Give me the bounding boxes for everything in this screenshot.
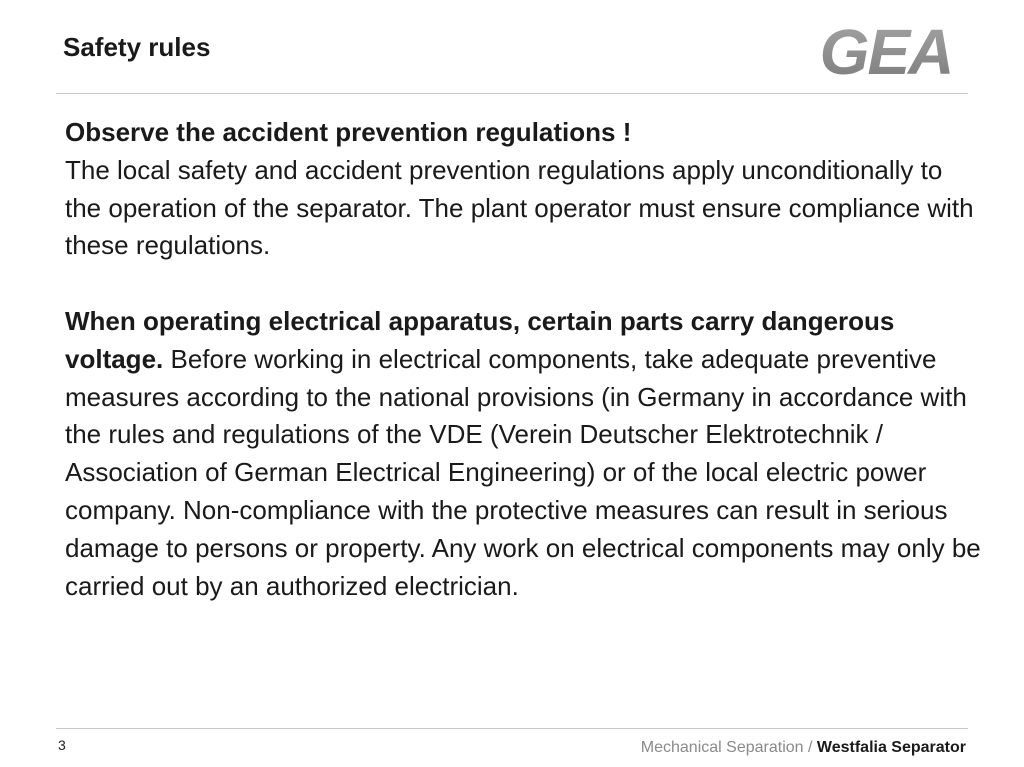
header-divider bbox=[56, 93, 968, 94]
paragraph-2-text: Before working in electrical components, take adequate preventive measures according to the national provisions (in Germany in accordance with the rules and regulations of the VDE (Verein Deutscher Elektrotechnik / Association of German Electrical Engineering) or of the local electric power company. Non-compliance with the protective measures can result in serious damage to persons or property. Any work on electrical components may only be carried out by an authorized electrician. bbox=[65, 343, 981, 601]
page-number: 3 bbox=[58, 737, 66, 753]
paragraph-1 bbox=[65, 114, 985, 265]
footer-divider bbox=[56, 728, 968, 729]
footer-branding bbox=[641, 739, 966, 757]
footer-company: Westfalia Separator bbox=[816, 739, 966, 756]
slide-body bbox=[65, 114, 985, 605]
gea-logo-text: GEA bbox=[819, 22, 953, 80]
footer-separator: / bbox=[808, 739, 813, 756]
gea-logo bbox=[800, 22, 972, 80]
paragraph-2-heading: When operating electrical apparatus, certain parts carry dangerous voltage. bbox=[65, 305, 895, 374]
paragraph-gap bbox=[65, 265, 985, 303]
paragraph-1-heading: Observe the accident prevention regulations ! bbox=[65, 117, 632, 147]
paragraph-1-text: The local safety and accident prevention regulations apply unconditionally to the operation of the separator. The plant operator must ensure compliance with these regulations. bbox=[65, 154, 974, 261]
footer-division: Mechanical Separation bbox=[640, 739, 804, 756]
paragraph-2 bbox=[65, 303, 985, 605]
slide-title: Safety rules bbox=[63, 32, 211, 62]
